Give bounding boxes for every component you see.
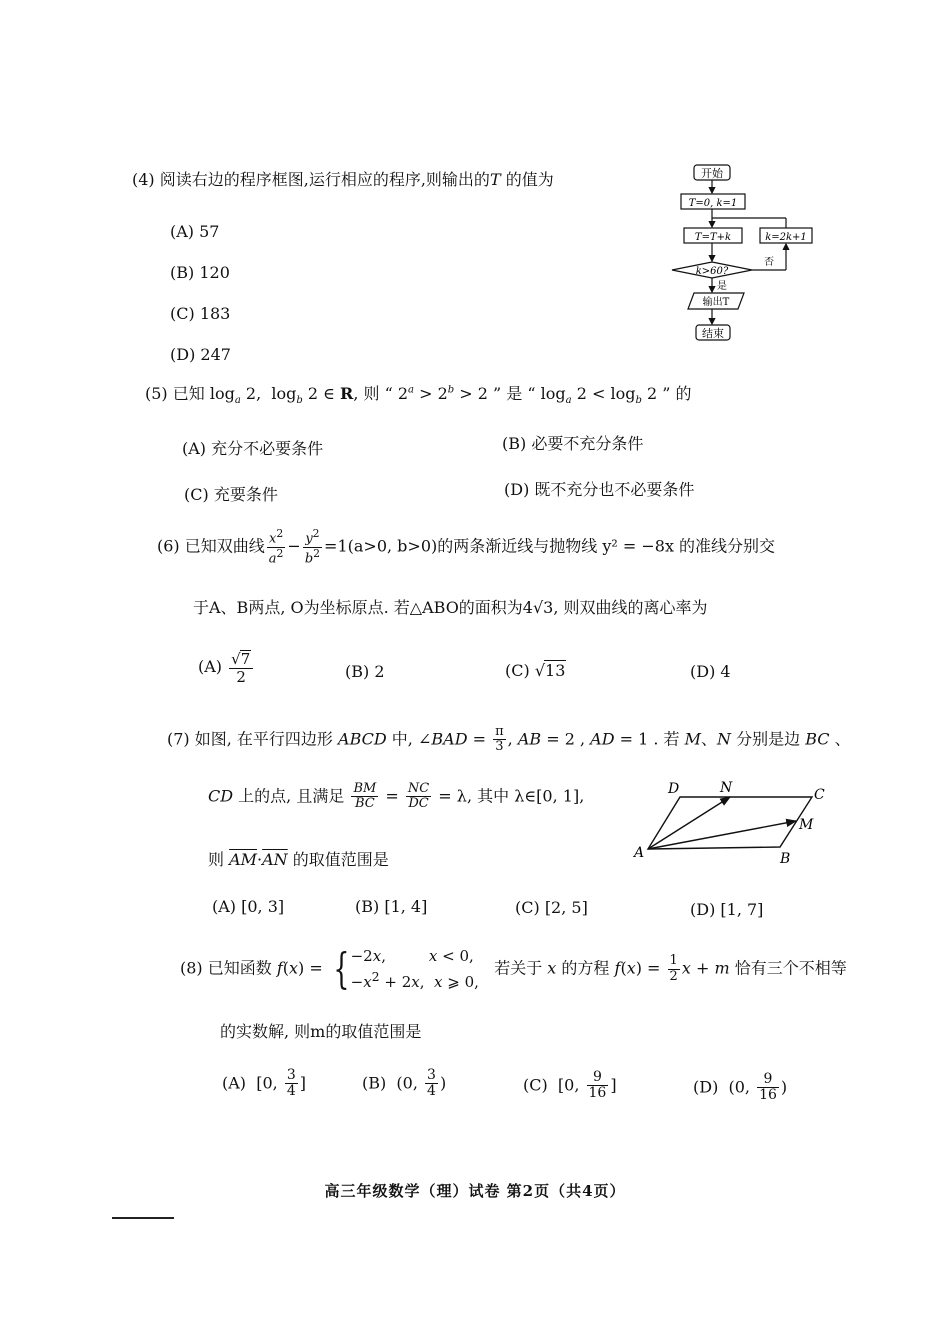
q7-line1: (7) 如图, 在平行四边形 ABCD 中, ∠BAD = $\frac{\pi}{3}$ , AB = 2 , AD = 1 . 若 M、N 分别是边 BC 、 (167, 724, 851, 755)
flow-end: 结束 (702, 327, 724, 340)
q4-option-d: (D) 247 (170, 345, 231, 364)
q7-line2: CD 上的点, 且满足 $\frac{BM}{BC}$ = $\frac{NC}{DC}$ = λ, 其中 λ∈[0, 1], (208, 781, 585, 812)
q5-option-d: (D) 既不充分也不必要条件 (504, 480, 695, 499)
flow-no: 否 (764, 257, 774, 268)
q6-line1: (6) 已知双曲线 $\frac{x^2}{a^2}$ − $\frac{y^2}{b^2}$ =1(a>0, b>0)的两条渐近线与抛物线 y² = −8x 的准线分别交 (157, 527, 776, 566)
q5-stem: (5) 已知 $\log_a 2$, $\log_b 2$ ∈ R, 则 “ $2^a > 2^b > 2$ ” 是 “ $\log_a 2 < \log_b 2$ ” 的 (145, 384, 692, 407)
q4-stem: (4) 阅读右边的程序框图,运行相应的程序,则输出的T 的值为 (132, 170, 554, 189)
q4-option-a: (A) 57 (170, 222, 220, 241)
flow-condition: k>60? (695, 266, 729, 277)
q7-option-b: (B) [1, 4] (355, 897, 428, 916)
q6-line2: 于A、B两点, O为坐标原点. 若△ABO的面积为4√3, 则双曲线的离心率为 (193, 598, 708, 617)
q8-option-c: (C) [0, $\frac{9}{16}$ ] (523, 1069, 617, 1102)
q7-option-c: (C) [2, 5] (515, 898, 588, 917)
q6-option-b: (B) 2 (345, 662, 385, 681)
label-a: A (634, 845, 645, 861)
q6-option-c: (C) √13 (505, 661, 566, 680)
page-footer: 高三年级数学（理）试卷 第2页（共4页） (324, 1182, 626, 1200)
flow-update-t: T=T+k (694, 232, 732, 243)
flow-output: 输出T (702, 297, 730, 308)
q5-option-b: (B) 必要不充分条件 (502, 434, 644, 453)
q8-line1: (8) 已知函数 f(x) = { −2x, x < 0, $-x^2 + 2x$, x ⩾ 0, 若关于 x 的方程 f(x) = $\frac{1}{2}$ x + m 恰有三个不相等 (180, 944, 847, 993)
label-c: C (814, 787, 825, 803)
q6-frac-x: $\frac{x^2}{a^2}$ (268, 527, 284, 566)
q6-line1-prefix: (6) 已知双曲线 (157, 536, 265, 556)
q8-option-b: (B) (0, $\frac{3}{4}$ ) (362, 1067, 447, 1100)
flow-update-k: k=2k+1 (765, 232, 807, 243)
q6-frac-y: $\frac{y^2}{b^2}$ (304, 527, 321, 566)
q6-option-d: (D) 4 (690, 662, 731, 681)
flow-start: 开始 (701, 167, 723, 180)
flow-init: T=0, k=1 (688, 198, 738, 209)
q7-option-a: (A) [0, 3] (212, 897, 285, 916)
label-m: M (799, 817, 814, 833)
q5-option-c: (C) 充要条件 (184, 485, 278, 504)
q7-parallelogram-figure (630, 775, 830, 870)
q8-option-a: (A) [0, $\frac{3}{4}$ ] (222, 1067, 306, 1100)
q8-line2: 的实数解, 则m的取值范围是 (220, 1022, 422, 1041)
scan-mark (112, 1217, 174, 1219)
q6-option-a: (A) $\frac{√7}{2}$ (198, 650, 255, 685)
q8-cases: −2x, x < 0, $-x^2 + 2x$, x ⩾ 0, (350, 947, 479, 991)
q4-flowchart (660, 158, 820, 348)
q7-option-d: (D) [1, 7] (690, 900, 764, 919)
q5-option-a: (A) 充分不必要条件 (182, 439, 324, 458)
label-d: D (668, 781, 680, 797)
q6-line1-suffix: =1(a>0, b>0)的两条渐近线与抛物线 y² = −8x 的准线分别交 (324, 536, 776, 556)
q8-option-d: (D) (0, $\frac{9}{16}$ ) (693, 1071, 788, 1104)
q7-line3: 则 $\overline{AM}\cdot\overline{AN}$ 的取值范围是 (208, 850, 389, 869)
q4-option-c: (C) 183 (170, 304, 231, 323)
flow-yes: 是 (717, 281, 727, 292)
q4-option-b: (B) 120 (170, 263, 230, 282)
label-n: N (720, 780, 733, 796)
label-b: B (780, 851, 791, 867)
